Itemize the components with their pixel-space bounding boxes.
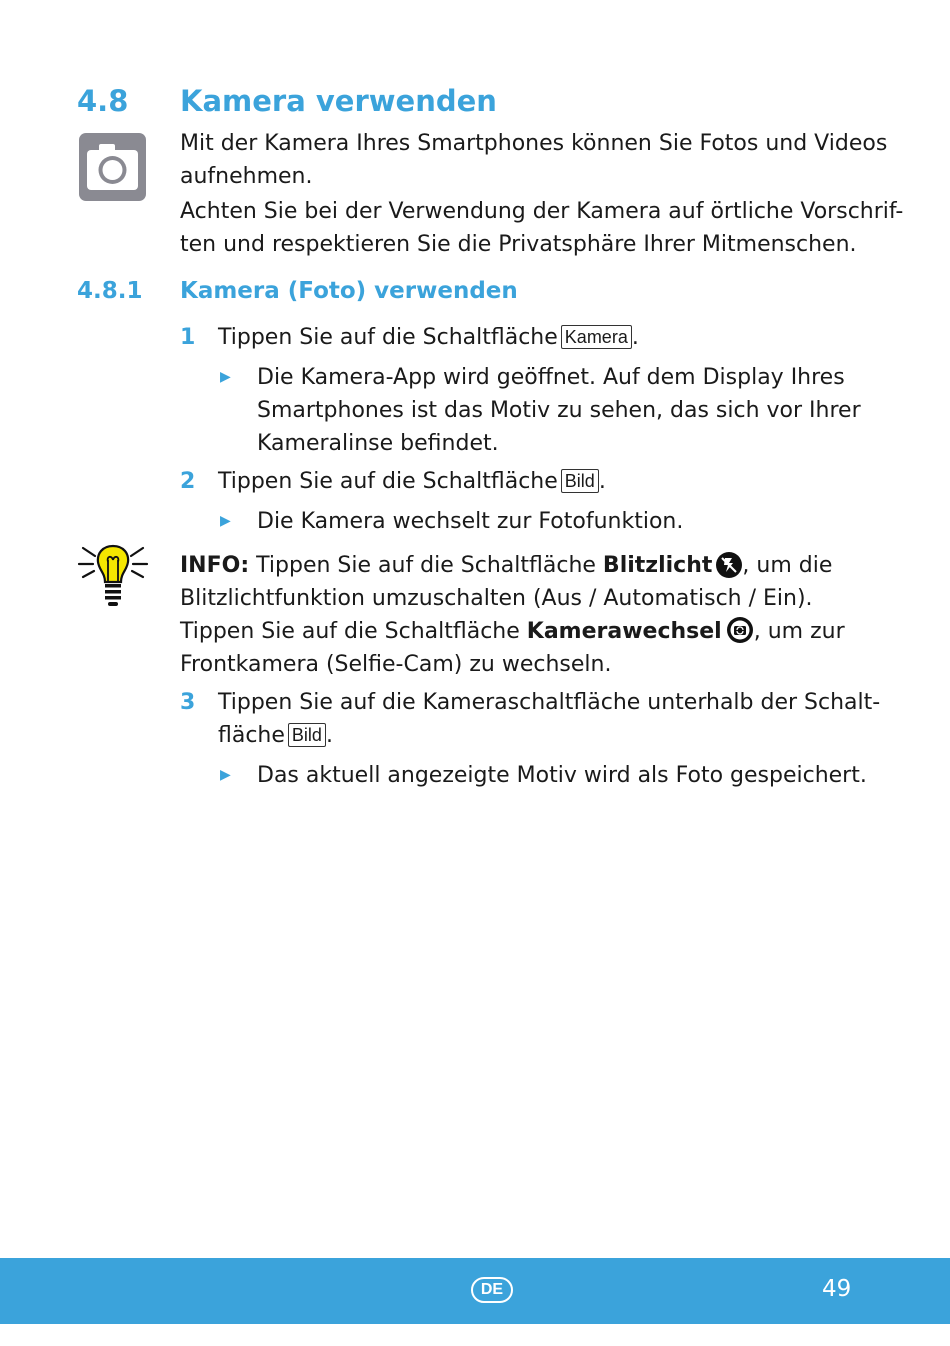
bild-key-label: Bild bbox=[288, 723, 326, 747]
intro-line: ten und respektieren Sie die Privatsphäre Ihrer Mitmenschen. bbox=[180, 232, 857, 257]
footer-bar bbox=[0, 1258, 950, 1324]
result-line: Smartphones ist das Motiv zu sehen, das sich vor Ihrer bbox=[257, 398, 861, 423]
result-line: Das aktuell angezeigte Motiv wird als Foto gespeichert. bbox=[257, 763, 867, 788]
info-line: Blitzlichtfunktion umzuschalten (Aus / Automatisch / Ein). bbox=[180, 586, 813, 611]
info-line: Frontkamera (Selfie-Cam) zu wechseln. bbox=[180, 652, 612, 677]
result-arrow-icon: ▶ bbox=[220, 513, 231, 529]
step-punct: . bbox=[598, 469, 606, 494]
subsection-number: 4.8.1 bbox=[77, 278, 143, 304]
step-punct: . bbox=[325, 723, 333, 748]
step-text bbox=[218, 321, 639, 354]
result-line: Die Kamera-App wird geöffnet. Auf dem Display Ihres bbox=[257, 365, 845, 390]
page-number: 49 bbox=[822, 1276, 852, 1302]
result-line: Die Kamera wechselt zur Fotofunktion. bbox=[257, 509, 684, 534]
intro-line: Mit der Kamera Ihres Smartphones können Sie Fotos und Videos bbox=[180, 131, 888, 156]
info-label: INFO: bbox=[180, 553, 250, 578]
step-number: 3 bbox=[180, 690, 196, 715]
lightbulb-icon bbox=[77, 540, 149, 616]
result-arrow-icon: ▶ bbox=[220, 767, 231, 783]
info-text: Tippen Sie auf die Schaltfläche bbox=[249, 553, 603, 578]
step-number: 2 bbox=[180, 469, 196, 494]
camera-icon bbox=[77, 131, 148, 207]
result-arrow-icon: ▶ bbox=[220, 369, 231, 385]
step-text-main: Tippen Sie auf die Schaltfläche bbox=[218, 325, 558, 350]
switch-camera-icon bbox=[726, 616, 754, 654]
info-kamerawechsel: Kamerawechsel bbox=[526, 619, 722, 644]
step-text bbox=[218, 719, 333, 752]
section-title: Kamera verwenden bbox=[180, 84, 497, 118]
intro-line: Achten Sie bei der Verwendung der Kamera auf örtliche Vorschrif- bbox=[180, 199, 904, 224]
info-blitzlicht: Blitzlicht bbox=[602, 553, 713, 578]
bild-key-label: Bild bbox=[561, 469, 599, 493]
info-text: Tippen Sie auf die Schaltfläche bbox=[180, 619, 527, 644]
info-text: , um zur bbox=[753, 619, 845, 644]
step-punct: . bbox=[631, 325, 639, 350]
step-text: Tippen Sie auf die Kameraschaltfläche unterhalb der Schalt- bbox=[218, 690, 881, 715]
info-text: , um die bbox=[742, 553, 833, 578]
step-text-main: fläche bbox=[218, 723, 285, 748]
step-text-main: Tippen Sie auf die Schaltfläche bbox=[218, 469, 558, 494]
step-number: 1 bbox=[180, 325, 196, 350]
subsection-title: Kamera (Foto) verwenden bbox=[180, 278, 518, 304]
kamera-key-label: Kamera bbox=[561, 325, 632, 349]
step-text bbox=[218, 465, 606, 498]
result-line: Kameralinse befindet. bbox=[257, 431, 499, 456]
intro-line: aufnehmen. bbox=[180, 164, 313, 189]
section-number: 4.8 bbox=[77, 84, 129, 118]
language-badge: DE bbox=[471, 1277, 513, 1303]
